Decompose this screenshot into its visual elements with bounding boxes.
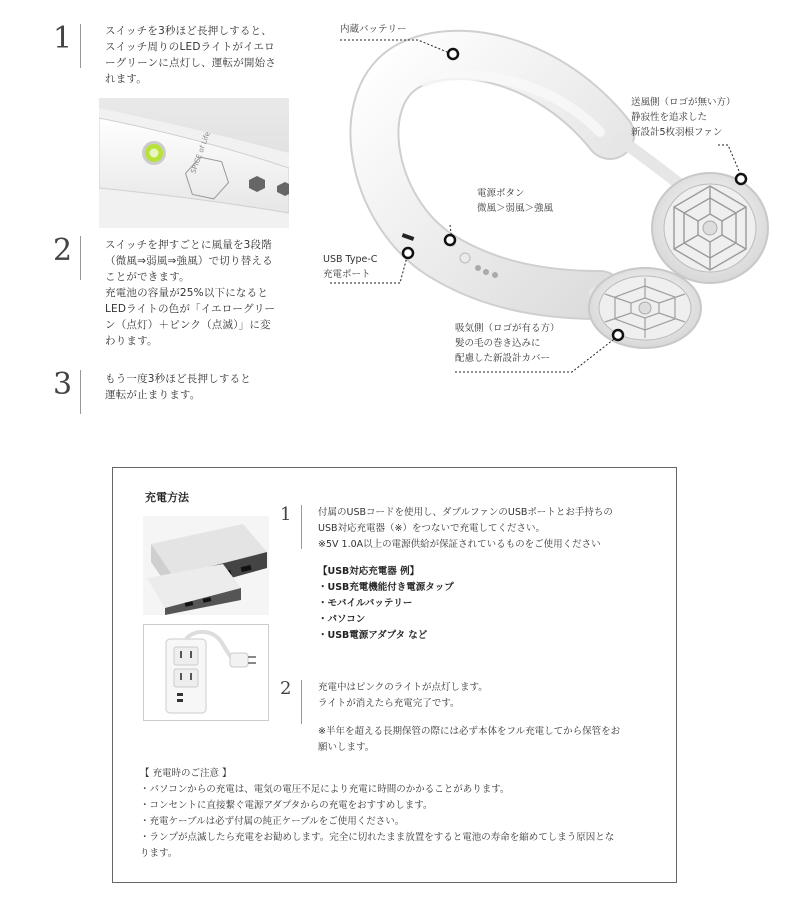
charging-step-divider-1 (301, 505, 302, 549)
power-strip-illustration (144, 625, 268, 720)
power-strip-photo (143, 624, 269, 721)
charging-title: 充電方法 (145, 491, 189, 504)
caution-item: ・ランプが点滅したら充電をお勧めします。完全に切れたまま放置をすると電池の寿命を縮めてしまう原因とな ります。 (140, 832, 615, 859)
charging-step-text-2: 充電中はピンクのライトが点灯します。 ライトが消えたら充電完了です。 (318, 682, 488, 709)
mobile-battery-illustration (143, 516, 269, 615)
callout-intake-side: 吸気側（ロゴが有る方） 髪の毛の巻き込みに 配慮した新設計カバー (455, 323, 560, 364)
callout-exhaust-side: 送風側（ロゴが無い方） 静寂性を追求した 新設計5枚羽根ファン (631, 97, 736, 138)
charger-list-item: ・モバイルバッテリー (318, 598, 413, 609)
switch-closeup-illustration (99, 98, 289, 228)
charger-list-title: 【USB対応充電器 例】 (318, 566, 420, 577)
step-number-1: 1 (53, 21, 73, 56)
charging-step-divider-2 (301, 680, 302, 724)
callout-power-button: 電源ボタン 微風＞弱風＞強風 (477, 188, 554, 214)
charging-step-number-2: 2 (280, 678, 292, 699)
caution-item: ・コンセントに直接繋ぐ電源アダプタからの充電をおすすめします。 (140, 800, 433, 811)
charger-example-list (318, 564, 454, 644)
charging-step-text-1: 付属のUSBコードを使用し、ダブルファンのUSBポートとお手持ちの USB対応充電器（※）をつないで充電してください。 ※5V 1.0A以上の電源供給が保証されているものをご使用ください (318, 507, 613, 550)
charging-cautions (140, 766, 660, 862)
step-text-3: もう一度3秒ほど長押しすると 運転が止まります。 (105, 373, 251, 401)
step-divider-2 (80, 236, 81, 280)
cautions-title: 【 充電時のご注意 】 (140, 768, 232, 779)
step-number-3: 3 (53, 367, 73, 402)
charging-step-number-1: 1 (280, 504, 292, 525)
step-number-2: 2 (53, 233, 73, 268)
charging-step-note-2: ※半年を超える長期保管の際には必ず本体をフル充電してから保管をお 願いします。 (318, 726, 621, 753)
step-text-1: スイッチを3秒ほど長押しすると、 スイッチ周りのLEDライトがイエロ ーグリーンに点灯し、運転が開始さ れます。 (105, 25, 276, 85)
step-divider-1 (80, 24, 81, 68)
caution-item: ・充電ケーブルは必ず付属の純正ケーブルをご使用ください。 (140, 816, 405, 827)
caution-item: ・パソコンからの充電は、電気の電圧不足により充電に時間のかかることがあります。 (140, 784, 510, 795)
charger-list-item: ・USB充電機能付き電源タップ (318, 582, 454, 593)
callout-battery: 内蔵バッテリー (340, 24, 407, 35)
callout-usb-port: USB Type-C 充電ポート (323, 254, 378, 280)
step-text-2: スイッチを押すごとに風量を3段階 （微風⇒弱風⇒強風）で切り替える ことができます。 充電池の容量が25%以下になると LEDライトの色が「イエローグリー ン（点灯）＋ピンク（点滅）」に変 わります。 (105, 239, 276, 347)
logo-text: SPICE of Life (189, 130, 212, 175)
step-divider-3 (80, 370, 81, 414)
charger-list-item: ・パソコン (318, 614, 366, 625)
mobile-battery-photo (143, 516, 269, 615)
charger-list-item: ・USB電源アダプタ など (318, 630, 428, 641)
switch-closeup-photo (99, 98, 289, 228)
